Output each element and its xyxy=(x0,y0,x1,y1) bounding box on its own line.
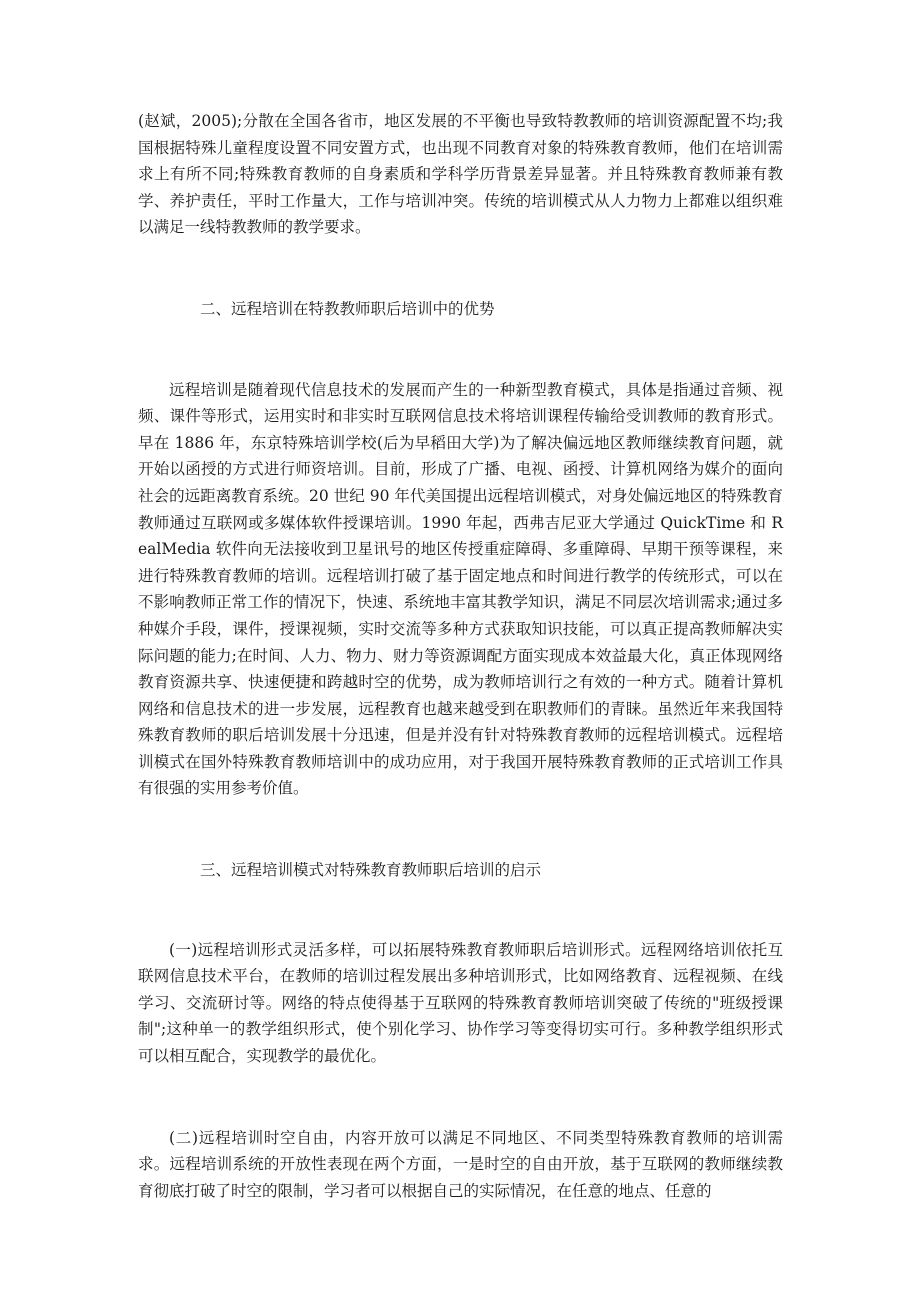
body-paragraph: 远程培训是随着现代信息技术的发展而产生的一种新型教育模式，具体是指通过音频、视频、课件等形式，运用实时和非实时互联网信息技术将培训课程传输给受训教师的教育形式。早在 1886 年，东京特殊培训学校(后为早稻田大学)为了解决偏远地区教师继续教育问题，就开始以函授的方式进行师资培训。目前，形成了广播、电视、函授、计算机网络为媒介的面向社会的远距离教育系统。20 世纪 90 年代美国提出远程培训模式，对身处偏远地区的特殊教育教师通过互联网或多媒体软件授课培训。1990 年起，西弗吉尼亚大学通过 QuickTime 和 RealMedia 软件向无法接收到卫星讯号的地区传授重症障碍、多重障碍、早期干预等课程，来进行特殊教育教师的培训。远程培训打破了基于固定地点和时间进行教学的传统形式，可以在不影响教师正常工作的情况下，快速、系统地丰富其教学知识，满足不同层次培训需求;通过多种媒介手段，课件，授课视频，实时交流等多种方式获取知识技能，可以真正提高教师解决实际问题的能力;在时间、人力、物力、财力等资源调配方面实现成本效益最大化，真正体现网络教育资源共享、快速便捷和跨越时空的优势，成为教师培训行之有效的一种方式。随着计算机网络和信息技术的进一步发展，远程教育也越来越受到在职教师们的青睐。虽然近年来我国特殊教育教师的职后培训发展十分迅速，但是并没有针对特殊教育教师的远程培训模式。远程培训模式在国外特殊教育教师培训中的成功应用，对于我国开展特殊教育教师的正式培训工作具有很强的实用参考价值。 xyxy=(138,380,783,798)
body-paragraph: (一)远程培训形式灵活多样，可以拓展特殊教育教师职后培训形式。远程网络培训依托互联网信息技术平台，在教师的培训过程发展出多种培训形式，比如网络教育、远程视频、在线学习、交流研讨等。网络的特点使得基于互联网的特殊教育教师培训突破了传统的"班级授课制";这种单一的教学组织形式，使个别化学习、协作学习等变得切实可行。多种教学组织形式可以相互配合，实现教学的最优化。 xyxy=(138,940,783,1066)
section-heading: 二、远程培训在特教教师职后培训中的优势 xyxy=(200,299,495,318)
section-heading: 三、远程培训模式对特殊教育教师职后培训的启示 xyxy=(200,861,542,880)
body-paragraph: (赵斌，2005);分散在全国各省市，地区发展的不平衡也导致特教教师的培训资源配置不均;我国根据特殊儿童程度设置不同安置方式，也出现不同教育对象的特殊教育教师，他们在培训需求上有所不同;特殊教育教师的自身素质和学科学历背景差异显著。并且特殊教育教师兼有教学、养护责任，平时工作量大，工作与培训冲突。传统的培训模式从人力物力上都难以组织难以满足一线特教教师的教学要求。 xyxy=(138,112,783,237)
document-body xyxy=(138,108,783,1204)
body-paragraph: (二)远程培训时空自由，内容开放可以满足不同地区、不同类型特殊教育教师的培训需求。远程培训系统的开放性表现在两个方面，一是时空的自由开放，基于互联网的教师继续教育彻底打破了时空的限制，学习者可以根据自己的实际情况，在任意的地点、任意的 xyxy=(138,1128,783,1200)
